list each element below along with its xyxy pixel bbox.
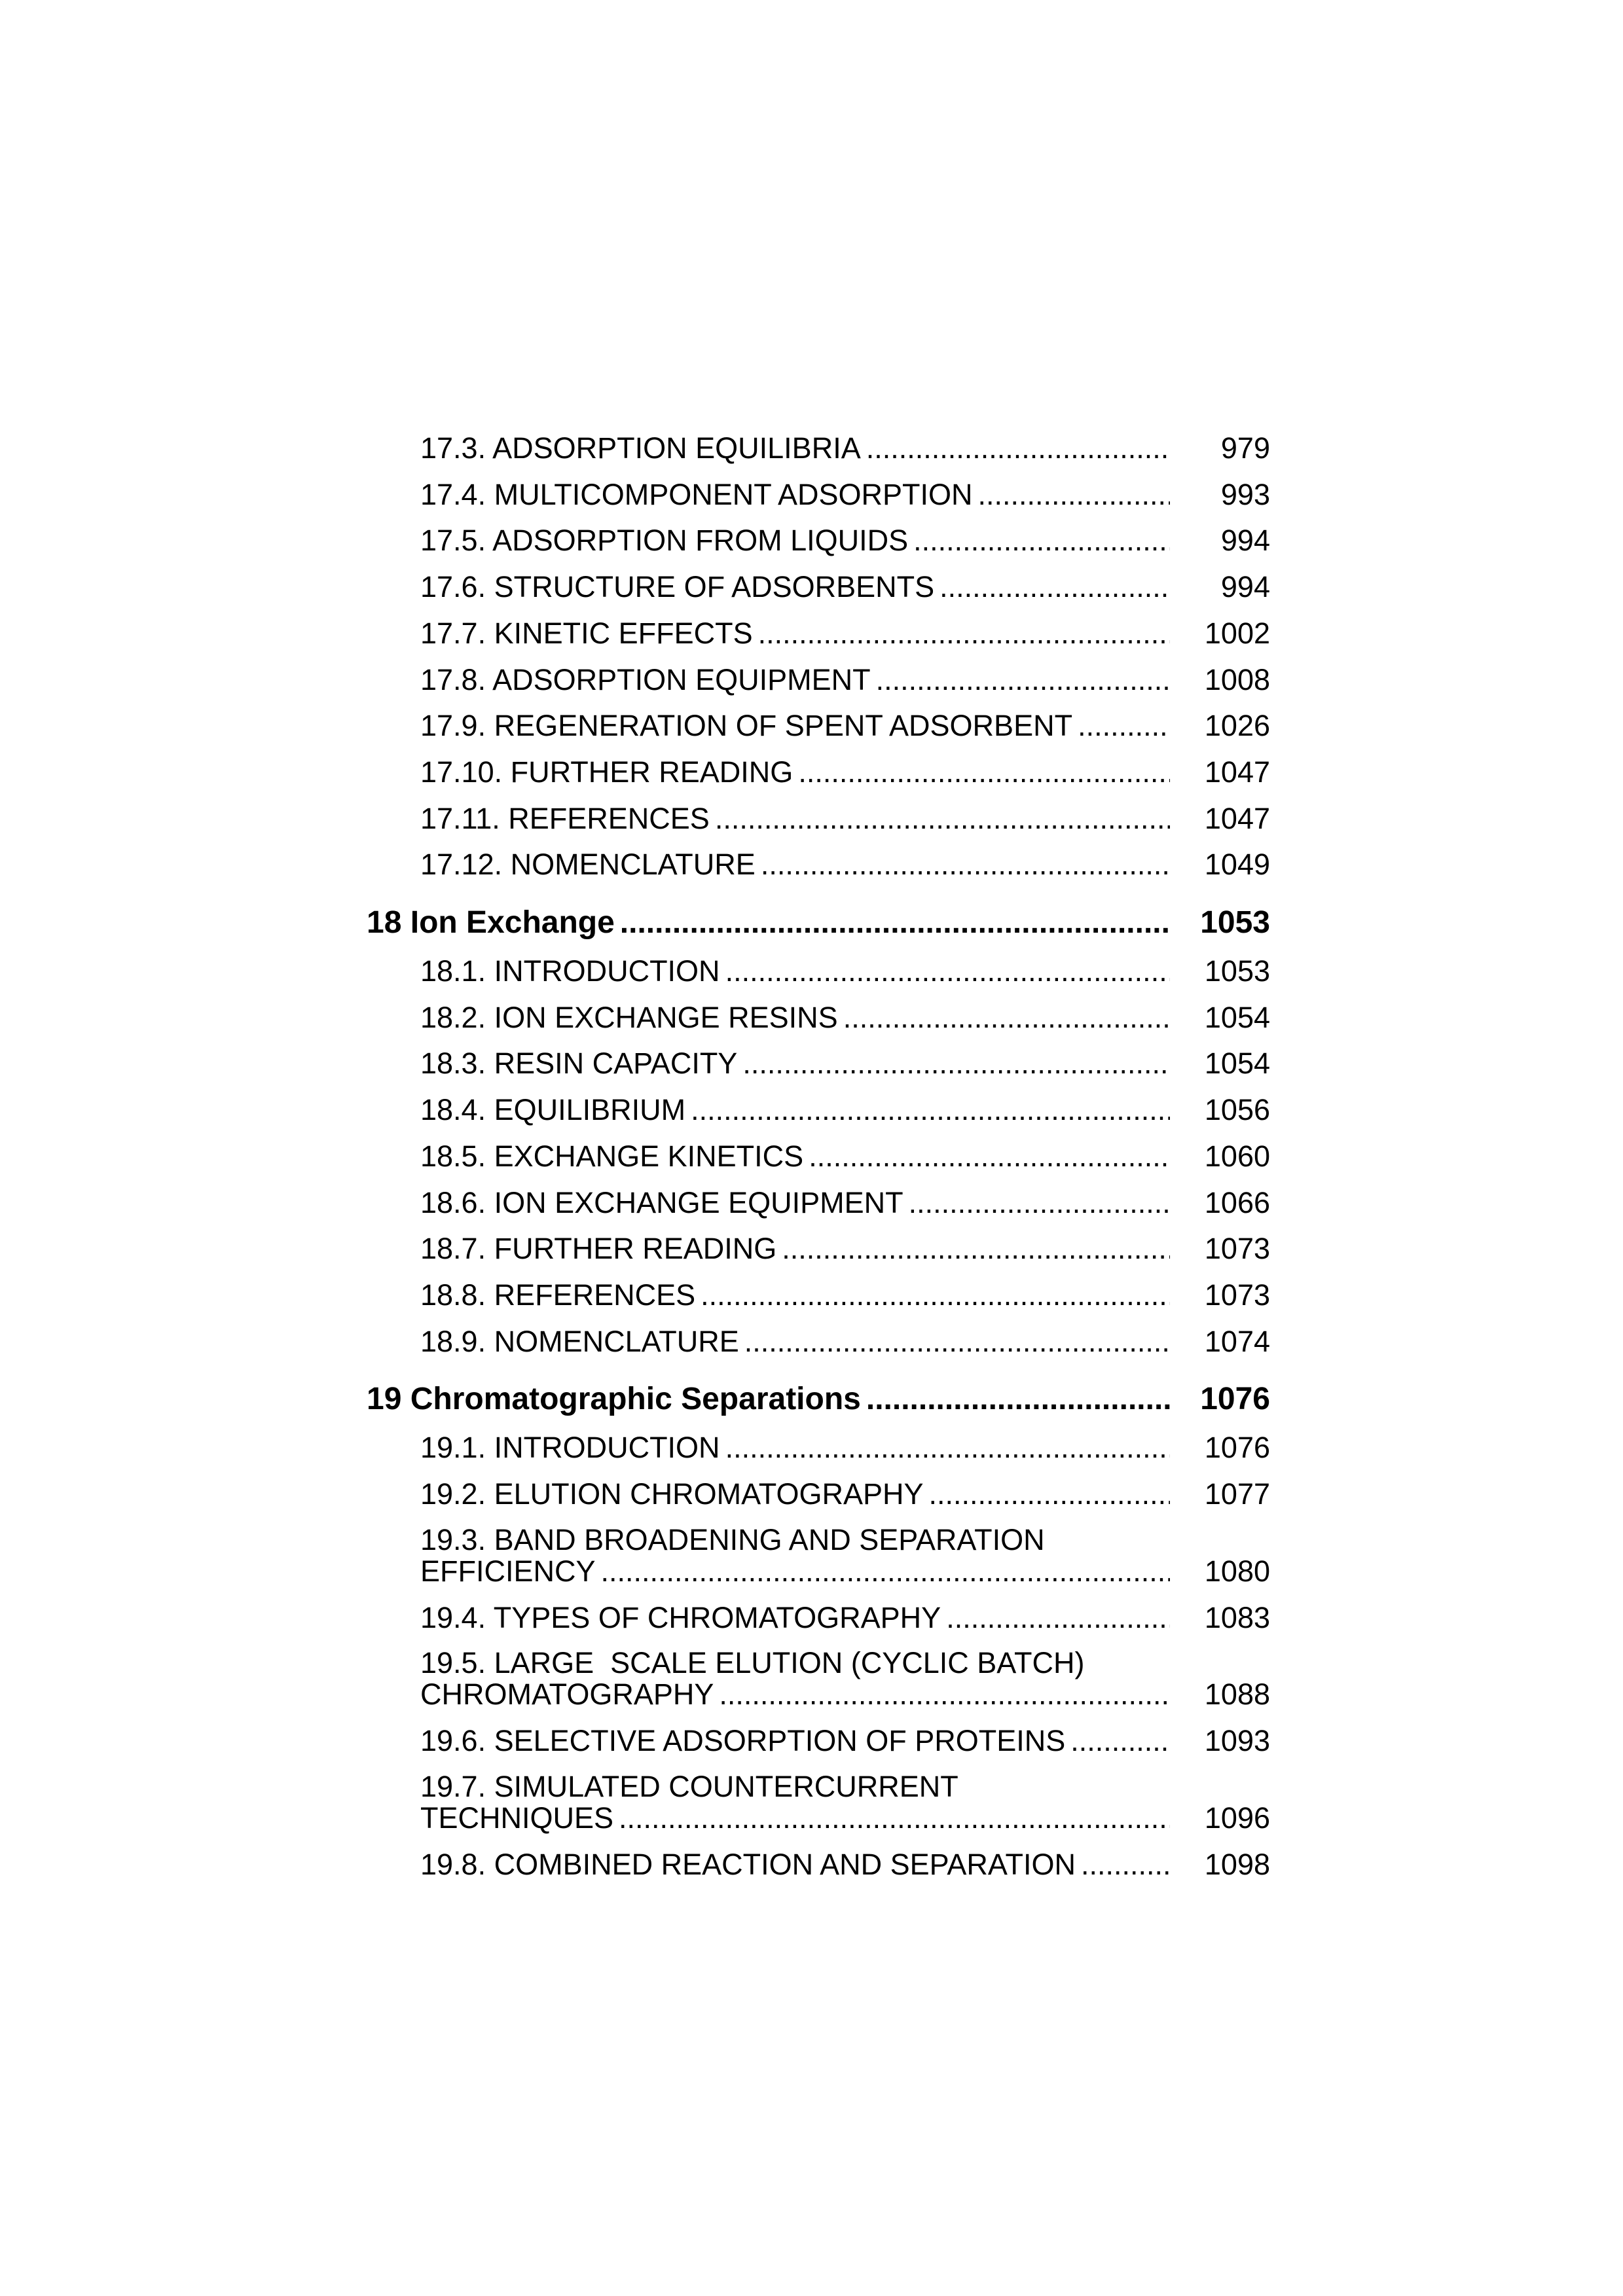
dot-leader <box>1078 703 1170 749</box>
toc-entry-title: 17.3. ADSORPTION EQUILIBRIA <box>420 431 861 465</box>
dot-leader <box>725 1425 1170 1471</box>
toc-entry-19-8[interactable] <box>367 1842 1270 1888</box>
toc-entry-18-5[interactable] <box>367 1134 1270 1180</box>
toc-entry-continuation <box>367 1803 1270 1834</box>
dot-leader <box>809 1134 1170 1180</box>
toc-entry-title: 17.8. ADSORPTION EQUIPMENT <box>420 662 871 696</box>
toc-entry-page: 1074 <box>1204 1324 1270 1358</box>
toc-entry-19-6[interactable] <box>367 1718 1270 1765</box>
toc-entry-title: 17.9. REGENERATION OF SPENT ADSORBENT <box>420 709 1073 743</box>
dot-leader <box>619 1803 1170 1834</box>
toc-entry-page: 1002 <box>1204 616 1270 650</box>
toc-entry-page: 1026 <box>1204 709 1270 743</box>
toc-entry-page: 1083 <box>1204 1600 1270 1634</box>
dot-leader <box>742 1041 1170 1087</box>
toc-entry-title: 18.5. EXCHANGE KINETICS <box>420 1139 804 1173</box>
dot-leader <box>978 472 1171 518</box>
toc-entry-17-6[interactable] <box>367 564 1270 611</box>
toc-chapter-title: 19 Chromatographic Separations <box>367 1382 861 1417</box>
toc-entry-17-12[interactable] <box>367 842 1270 888</box>
toc-entry-page: 1054 <box>1204 1000 1270 1034</box>
toc-entry-title: 19.1. INTRODUCTION <box>420 1431 720 1465</box>
toc-entry-18-9[interactable] <box>367 1319 1270 1365</box>
toc-entry-title: 17.6. STRUCTURE OF ADSORBENTS <box>420 570 935 604</box>
dot-leader <box>719 1679 1170 1710</box>
toc-chapter-page: 1076 <box>1200 1382 1270 1417</box>
toc-entry-page: 1054 <box>1204 1047 1270 1081</box>
toc-entry-17-11[interactable] <box>367 796 1270 842</box>
toc-entry-17-3[interactable] <box>367 425 1270 472</box>
toc-entry-page: 1073 <box>1204 1278 1270 1312</box>
toc-entry-19-1[interactable] <box>367 1425 1270 1471</box>
toc-entry-title: 17.11. REFERENCES <box>420 801 710 835</box>
dot-leader <box>620 899 1170 946</box>
toc-entry-19-5[interactable] <box>367 1647 1270 1710</box>
toc-entry-page: 1077 <box>1204 1477 1270 1511</box>
dot-leader <box>946 1595 1170 1641</box>
toc-entry-title: 18.3. RESIN CAPACITY <box>420 1047 738 1081</box>
toc-entry-page: 1047 <box>1204 755 1270 789</box>
dot-leader <box>1081 1842 1170 1888</box>
toc-entry-page: 1098 <box>1204 1848 1270 1882</box>
dot-leader <box>866 1376 1170 1423</box>
dot-leader <box>913 518 1170 564</box>
toc-entry-title: 18.1. INTRODUCTION <box>420 954 720 988</box>
table-of-contents <box>367 425 1270 1888</box>
toc-chapter-title: 18 Ion Exchange <box>367 905 615 941</box>
toc-entry-title-line2: TECHNIQUES <box>420 1801 614 1835</box>
toc-entry-page: 1008 <box>1204 662 1270 696</box>
toc-entry-page: 1053 <box>1204 954 1270 988</box>
toc-entry-18-2[interactable] <box>367 995 1270 1041</box>
toc-entry-page: 1096 <box>1204 1801 1270 1835</box>
toc-entry-title-line1: 19.3. BAND BROADENING AND SEPARATION <box>420 1522 1045 1556</box>
dot-leader <box>1070 1718 1170 1765</box>
toc-entry-page: 1080 <box>1204 1554 1270 1588</box>
dot-leader <box>798 749 1170 796</box>
toc-entry-title-line1: 19.5. LARGE SCALE ELUTION (CYCLIC BATCH) <box>420 1646 1085 1680</box>
toc-entry-page: 994 <box>1220 570 1270 604</box>
toc-entry-page: 1088 <box>1204 1677 1270 1712</box>
toc-entry-19-3[interactable] <box>367 1524 1270 1587</box>
toc-entry-title-line2: CHROMATOGRAPHY <box>420 1677 714 1712</box>
toc-chapter-18[interactable] <box>367 899 1270 946</box>
toc-entry-title: 19.6. SELECTIVE ADSORPTION OF PROTEINS <box>420 1724 1066 1758</box>
toc-entry-title: 19.4. TYPES OF CHROMATOGRAPHY <box>420 1600 941 1634</box>
toc-entry-17-10[interactable] <box>367 749 1270 796</box>
dot-leader <box>715 796 1170 842</box>
dot-leader <box>843 995 1170 1041</box>
toc-entry-18-3[interactable] <box>367 1041 1270 1087</box>
toc-entry-title: 18.6. ION EXCHANGE EQUIPMENT <box>420 1185 903 1219</box>
toc-entry-page: 1066 <box>1204 1185 1270 1219</box>
toc-entry-18-1[interactable] <box>367 948 1270 995</box>
toc-entry-title: 19.8. COMBINED REACTION AND SEPARATION <box>420 1848 1076 1882</box>
dot-leader <box>761 842 1170 888</box>
dot-leader <box>909 1180 1170 1227</box>
toc-entry-17-4[interactable] <box>367 472 1270 518</box>
toc-entry-page: 1093 <box>1204 1724 1270 1758</box>
toc-entry-19-7[interactable] <box>367 1771 1270 1834</box>
toc-entry-page: 994 <box>1220 524 1270 558</box>
toc-entry-17-8[interactable] <box>367 657 1270 704</box>
toc-entry-page: 1060 <box>1204 1139 1270 1173</box>
dot-leader <box>758 611 1170 657</box>
toc-entry-page: 1049 <box>1204 848 1270 882</box>
toc-entry-title: 18.4. EQUILIBRIUM <box>420 1093 686 1127</box>
toc-entry-title: 18.2. ION EXCHANGE RESINS <box>420 1000 838 1034</box>
dot-leader <box>744 1319 1170 1365</box>
toc-entry-18-6[interactable] <box>367 1180 1270 1227</box>
dot-leader <box>691 1087 1170 1134</box>
toc-chapter-page: 1053 <box>1200 905 1270 941</box>
toc-entry-page: 1076 <box>1204 1431 1270 1465</box>
toc-entry-page: 979 <box>1220 431 1270 465</box>
toc-entry-title-line1: 19.7. SIMULATED COUNTERCURRENT <box>420 1770 958 1804</box>
toc-entry-17-5[interactable] <box>367 518 1270 564</box>
toc-entry-title: 17.5. ADSORPTION FROM LIQUIDS <box>420 524 909 558</box>
toc-chapter-19[interactable] <box>367 1376 1270 1423</box>
dot-leader <box>701 1272 1170 1319</box>
dot-leader <box>939 564 1170 611</box>
toc-entry-title: 17.12. NOMENCLATURE <box>420 848 756 882</box>
toc-entry-17-9[interactable] <box>367 703 1270 749</box>
dot-leader <box>782 1226 1170 1272</box>
toc-entry-title: 17.7. KINETIC EFFECTS <box>420 616 753 650</box>
toc-entry-title: 19.2. ELUTION CHROMATOGRAPHY <box>420 1477 924 1511</box>
toc-entry-page: 1073 <box>1204 1232 1270 1266</box>
toc-entry-title: 18.8. REFERENCES <box>420 1278 696 1312</box>
toc-entry-page: 993 <box>1220 477 1270 511</box>
toc-entry-title: 18.7. FURTHER READING <box>420 1232 777 1266</box>
dot-leader <box>929 1471 1171 1518</box>
toc-entry-page: 1056 <box>1204 1093 1270 1127</box>
toc-entry-18-7[interactable] <box>367 1226 1270 1272</box>
toc-entry-18-4[interactable] <box>367 1087 1270 1134</box>
toc-entry-title: 17.10. FURTHER READING <box>420 755 793 789</box>
toc-entry-18-8[interactable] <box>367 1272 1270 1319</box>
toc-entry-19-2[interactable] <box>367 1471 1270 1518</box>
toc-entry-page: 1047 <box>1204 801 1270 835</box>
dot-leader <box>876 657 1170 704</box>
toc-entry-17-7[interactable] <box>367 611 1270 657</box>
dot-leader <box>866 425 1170 472</box>
dot-leader <box>601 1556 1170 1587</box>
toc-entry-title: 18.9. NOMENCLATURE <box>420 1324 739 1358</box>
toc-entry-continuation <box>367 1679 1270 1710</box>
toc-entry-continuation <box>367 1556 1270 1587</box>
dot-leader <box>725 948 1170 995</box>
toc-entry-title-line2: EFFICIENCY <box>420 1554 596 1588</box>
toc-entry-title: 17.4. MULTICOMPONENT ADSORPTION <box>420 477 973 511</box>
toc-entry-19-4[interactable] <box>367 1595 1270 1641</box>
